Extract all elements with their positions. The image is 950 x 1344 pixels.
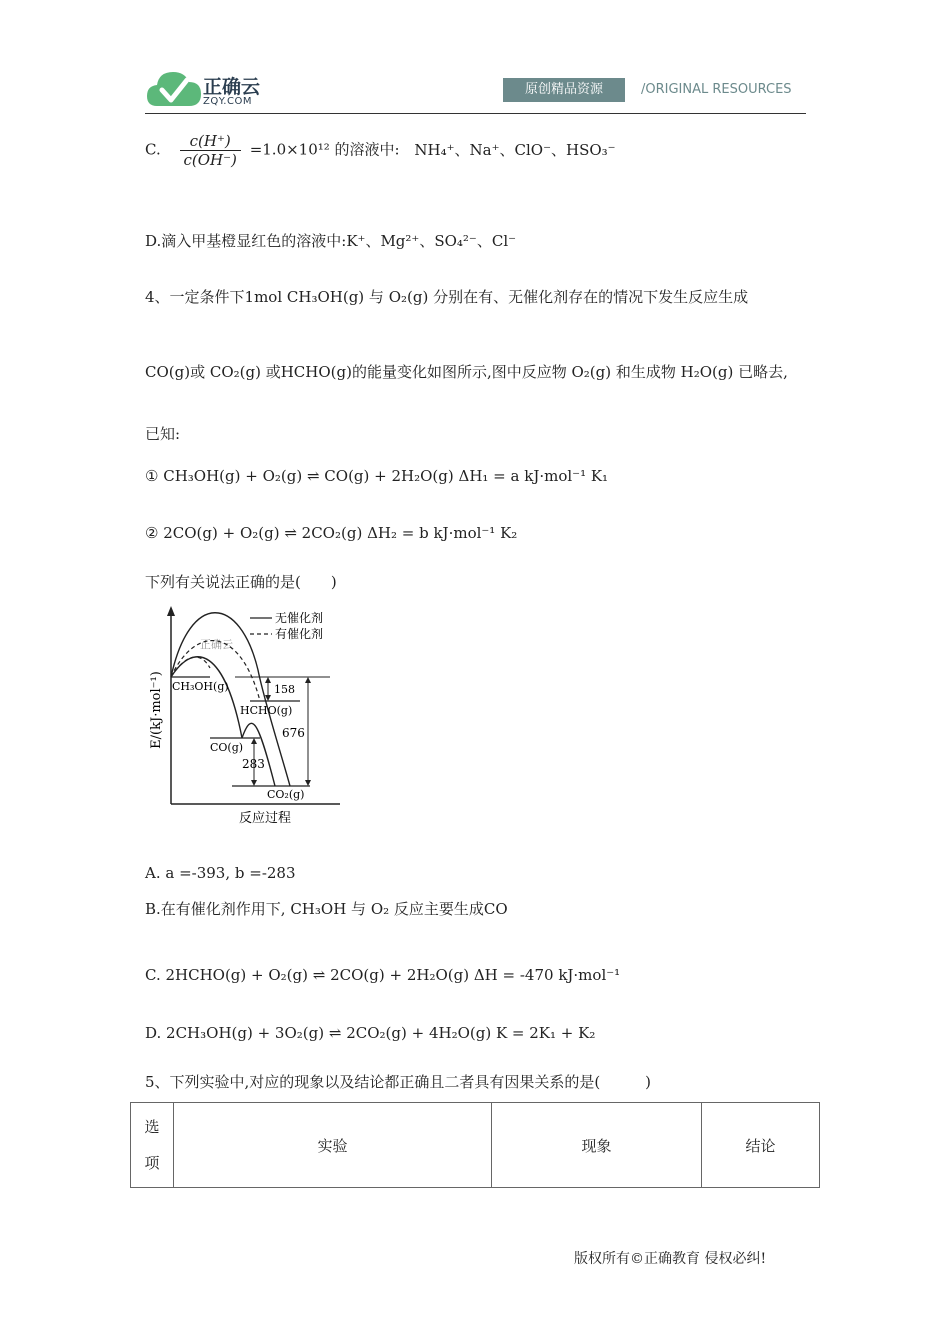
fraction-denominator: c(OH⁻) (183, 151, 237, 169)
label-hcho: HCHO(g) (240, 704, 293, 717)
label-co: CO(g) (210, 741, 244, 754)
ion-list-c: NH₄⁺、Na⁺、ClO⁻、HSO₃⁻ (414, 140, 616, 159)
option-c-label: C. (145, 140, 161, 159)
legend-with-catalyst: 有催化剂 (275, 627, 324, 641)
q4-stem-line2: CO(g)或 CO₂(g) 或HCHO(g)的能量变化如图所示,图中反应物 O₂(g) 和生成物 H₂O(g) 已略去, (145, 363, 788, 381)
q4-option-c: C. 2HCHO(g) + O₂(g) ⇌ 2CO(g) + 2H₂O(g) ΔH = -470 kJ·mol⁻¹ (145, 966, 621, 984)
value-676: 676 (282, 726, 305, 740)
arrow-158-up-icon (265, 677, 271, 683)
y-axis-arrow-icon (167, 606, 175, 616)
header-banner: 原创精品资源 (503, 78, 625, 102)
diagram-watermark: 正确云 (200, 638, 233, 651)
q4-stem-line1: 4、一定条件下1mol CH₃OH(g) 与 O₂(g) 分别在有、无催化剂存在的情况下发生反应生成 (145, 288, 749, 306)
arrow-676-up-icon (305, 677, 311, 683)
y-axis-label: E/(kJ·mol⁻¹) (149, 671, 164, 749)
q5-table (130, 1102, 820, 1188)
q4-option-a: A. a =-393, b =-283 (145, 864, 296, 882)
q4-known: 已知: (145, 425, 181, 443)
arrow-283-up-icon (251, 738, 257, 744)
x-axis-label: 反应过程 (238, 811, 292, 826)
q3-option-c (145, 132, 616, 169)
q3-option-d: D.滴入甲基橙显红色的溶液中:K⁺、Mg²⁺、SO₄²⁻、Cl⁻ (145, 232, 517, 250)
energy-diagram (140, 600, 350, 830)
legend-no-catalyst: 无催化剂 (275, 611, 324, 625)
curve-co-to-co2 (242, 723, 275, 786)
col-option-char-1: 选 (144, 1118, 160, 1136)
value-158: 158 (274, 683, 295, 696)
header-divider (145, 113, 806, 114)
arrow-676-down-icon (305, 780, 311, 786)
cloud-check-logo-icon (145, 66, 203, 110)
header-banner-en: /ORIGINAL RESOURCES (641, 82, 792, 97)
col-phenomenon-header: 现象 (492, 1103, 702, 1188)
col-experiment-header: 实验 (174, 1103, 492, 1188)
col-option-header (131, 1103, 174, 1188)
footer-copyright: 版权所有©正确教育 侵权必纠! (574, 1251, 767, 1267)
logo-subtitle: ZQY.COM (203, 96, 252, 107)
logo-name: 正确云 (203, 76, 261, 98)
col-conclusion-header: 结论 (702, 1103, 820, 1188)
ratio-equals: =1.0×10¹² 的溶液中: (249, 140, 400, 159)
ion-ratio-fraction (180, 132, 241, 169)
col-option-char-2: 项 (144, 1154, 160, 1172)
arrow-283-down-icon (251, 780, 257, 786)
q4-option-d: D. 2CH₃OH(g) + 3O₂(g) ⇌ 2CO₂(g) + 4H₂O(g) K = 2K₁ + K₂ (145, 1024, 596, 1042)
label-co2: CO₂(g) (267, 788, 305, 801)
table-row (131, 1103, 820, 1188)
value-283: 283 (242, 757, 265, 771)
q4-equation-2: ② 2CO(g) + O₂(g) ⇌ 2CO₂(g) ΔH₂ = b kJ·mol⁻¹ K₂ (145, 524, 518, 542)
label-ch3oh: CH₃OH(g) (172, 680, 229, 693)
fraction-numerator: c(H⁺) (180, 132, 241, 151)
q4-question: 下列有关说法正确的是( ) (145, 573, 337, 591)
q4-option-b: B.在有催化剂作用下, CH₃OH 与 O₂ 反应主要生成CO (145, 900, 508, 918)
q5-stem: 5、下列实验中,对应的现象以及结论都正确且二者具有因果关系的是( ) (145, 1073, 652, 1091)
curve-catalyst-small (171, 657, 210, 677)
curve-no-catalyst-co (171, 657, 242, 738)
q4-equation-1: ① CH₃OH(g) + O₂(g) ⇌ CO(g) + 2H₂O(g) ΔH₁ = a kJ·mol⁻¹ K₁ (145, 467, 609, 485)
